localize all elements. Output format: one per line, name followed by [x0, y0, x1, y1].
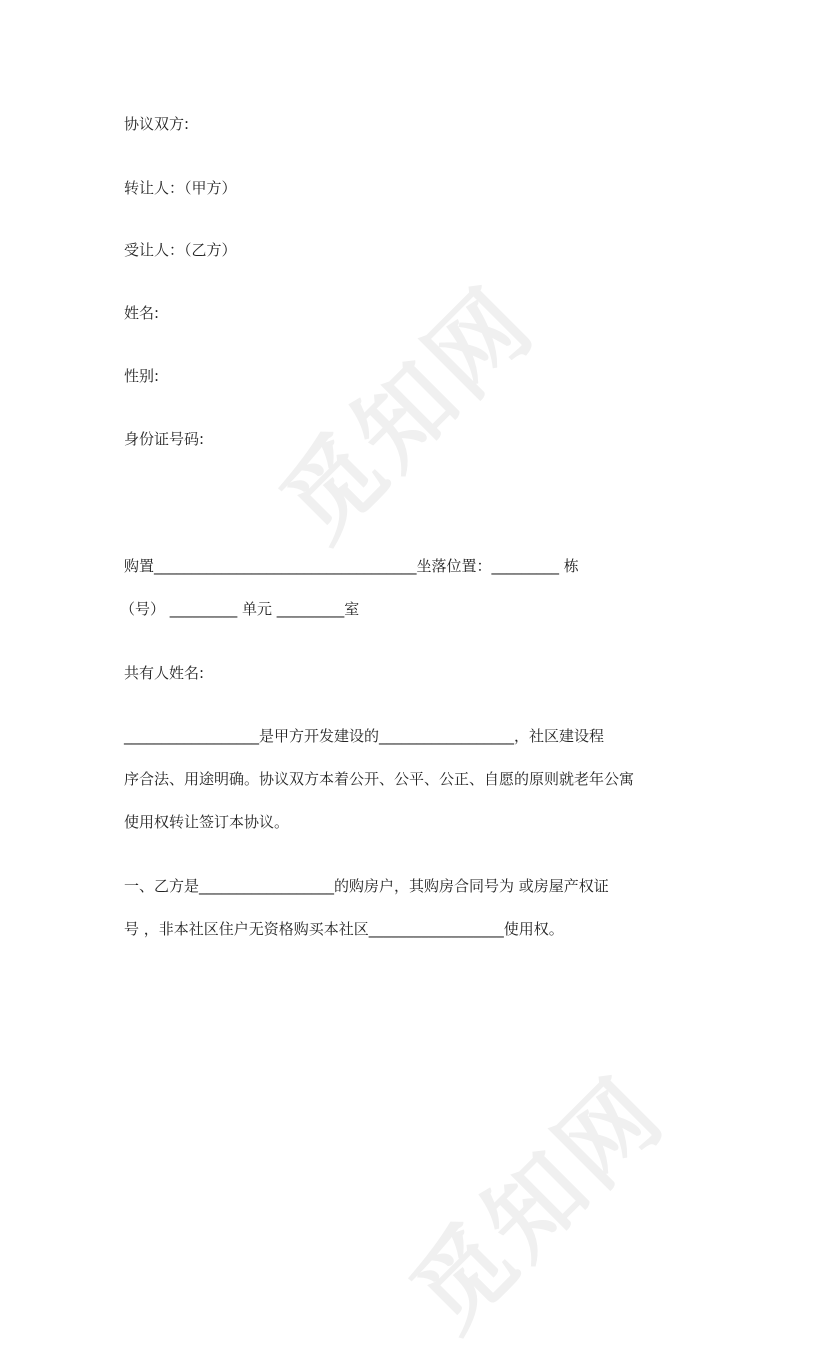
watermark: 觅知网 [260, 266, 557, 562]
clause-1-line-2: 号 ，非本社区住户无资格购买本社区__________________使用权。 [124, 920, 564, 938]
watermark-bottom: 觅知网 [390, 1056, 687, 1352]
name-label: 姓名: [124, 304, 160, 322]
parties-heading: 协议双方: [124, 115, 190, 133]
paragraph-1-line-1: __________________是甲方开发建设的__________________，社区建设程 [124, 727, 605, 745]
clause-1-line-1: 一、乙方是__________________的购房户，其购房合同号为 或房屋产权证 [124, 877, 609, 895]
transferor-label: 转让人：（甲方） [124, 179, 237, 197]
id-number-label: 身份证号码: [124, 430, 205, 448]
gender-label: 性别: [124, 367, 160, 385]
purchase-line-1: 购置___________________________________坐落位置：_________ 栋 [124, 557, 579, 575]
paragraph-1-line-2: 序合法、用途明确。协议双方本着公开、公平、公正、自愿的原则就老年公寓 [124, 770, 635, 788]
transferee-label: 受让人：（乙方） [124, 241, 237, 259]
co-owner-label: 共有人姓名: [124, 664, 205, 682]
purchase-line-2: （号） _________ 单元 _________室 [120, 600, 360, 618]
paragraph-1-line-3: 使用权转让签订本协议。 [124, 813, 290, 831]
